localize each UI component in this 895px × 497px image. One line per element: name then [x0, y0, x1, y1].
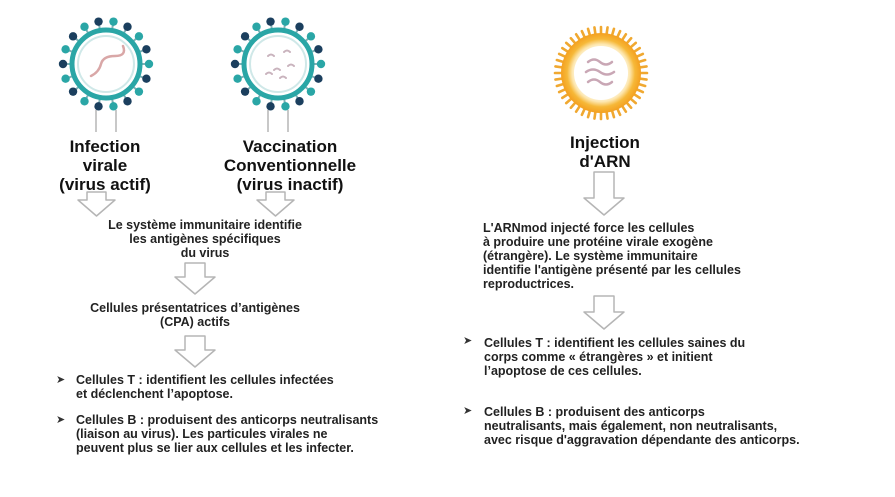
bullet-arrow-icon: ➤	[463, 335, 473, 347]
injection-title: Injection d'ARN	[570, 133, 640, 171]
down-arrow-icon	[257, 192, 294, 216]
vaccination-title: Vaccination Conventionnelle (virus inactif)	[223, 137, 357, 194]
down-arrow-icon	[175, 336, 215, 367]
bullet-arrow-icon: ➤	[56, 414, 66, 426]
down-arrow-icon	[584, 172, 624, 215]
immune-system-text: Le système immunitaire identifie les antigènes spécifiques du virus	[108, 218, 302, 260]
down-arrow-icon	[584, 296, 624, 329]
arn-text: L'ARNmod injecté force les cellules à produire une protéine virale exogène (étrangère). Le système immunitaire identifie l'antigène présenté par les cellules reproductrices.	[483, 221, 741, 291]
cpa-text: Cellules présentatrices d’antigènes (CPA) actifs	[90, 301, 300, 329]
active-virus-icon	[59, 17, 153, 110]
down-arrow-icon	[78, 192, 115, 216]
connector-lines	[96, 110, 288, 132]
left-b-cells-text: Cellules B : produisent des anticorps neutralisants (liaison au virus). Les particules virales ne peuvent plus se lier aux cellules et les infecter.	[76, 413, 379, 455]
inactive-virus-icon	[231, 17, 325, 110]
down-arrow-icon	[175, 263, 215, 294]
bullet-arrow-icon: ➤	[463, 405, 473, 417]
bullet-arrow-icon: ➤	[56, 374, 66, 386]
right-b-cells-text: Cellules B : produisent des anticorps neutralisants, mais également, non neutralisants, avec risque d'aggravation dépendante des anticorps.	[484, 405, 800, 447]
left-t-cells-text: Cellules T : identifient les cellules infectées et déclenchent l’apoptose.	[76, 373, 334, 401]
lipid-nanoparticle-icon	[555, 27, 647, 119]
right-t-cells-text: Cellules T : identifient les cellules saines du corps comme « étrangères » et initient l’apoptose de ces cellules.	[484, 336, 746, 378]
infection-title: Infection virale (virus actif)	[59, 137, 151, 194]
